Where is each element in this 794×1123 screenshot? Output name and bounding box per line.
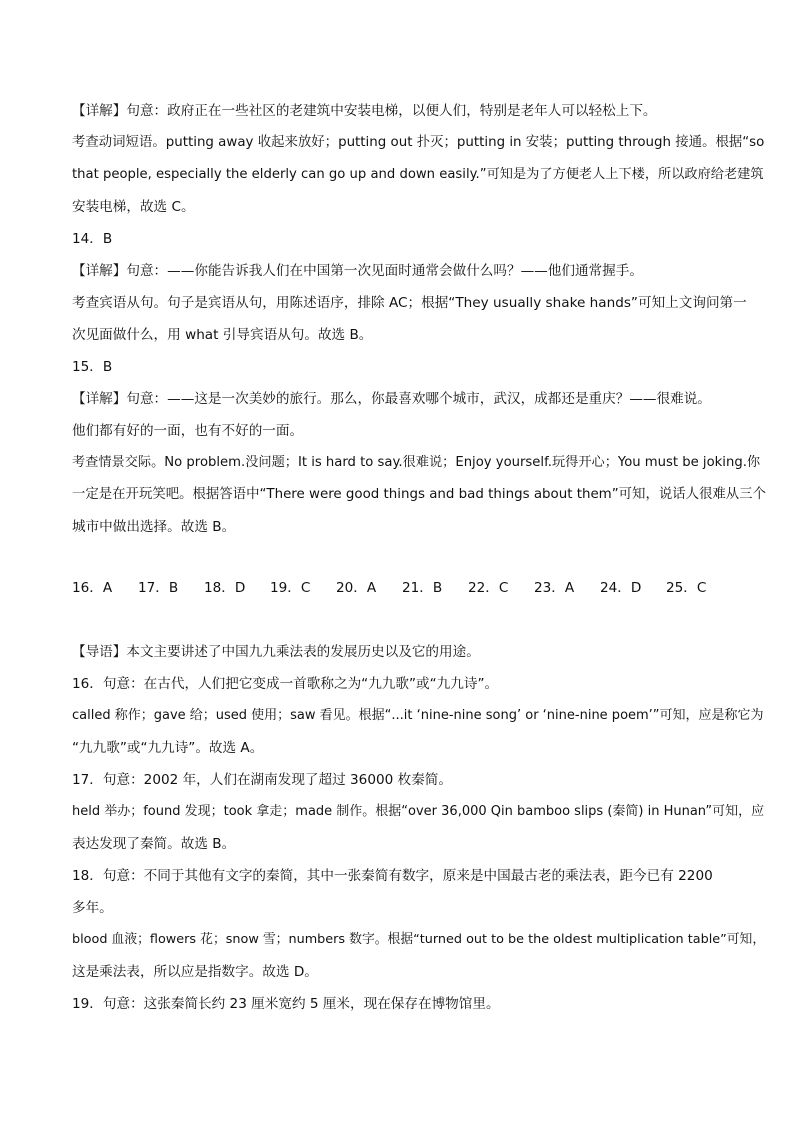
text-line: held 举办；found 发现；took 拿走；made 制作。根据“over 36,000 Qin bamboo slips (秦简) in Hunan”可知，应 [72,804,765,819]
text-line: 18．句意：不同于其他有文字的秦简，其中一张秦简有数字，原来是中国最古老的乘法表，距今已有 2200 [72,868,713,884]
text-line: 城市中做出选择。故选 B。 [72,519,236,535]
answer-item: 24．D [600,580,642,596]
text-line: 他们都有好的一面，也有不好的一面。 [72,423,304,439]
text-line: that people, especially the elderly can go up and down easily.”可知是为了方便老人上下楼，所以政府给老建筑 [72,167,764,182]
text-line: 【详解】句意：政府正在一些社区的老建筑中安装电梯，以便人们，特别是老年人可以轻松上下。 [72,103,657,119]
answer-item: 22．C [468,580,509,596]
question-number: 15．B [72,359,113,375]
text-line: 表达发现了秦简。故选 B。 [72,836,236,852]
answer-item: 18．D [204,580,246,596]
answer-item: 25．C [666,580,707,596]
answer-row [72,578,706,598]
text-line: 这是乘法表，所以应是指数字。故选 D。 [72,964,318,980]
answer-item: 23．A [534,580,575,596]
text-line: 多年。 [72,900,113,916]
text-line: 次见面做什么，用 what 引导宾语从句。故选 B。 [72,327,373,343]
text-line: 【详解】句意：——这是一次美妙的旅行。那么，你最喜欢哪个城市，武汉，成都还是重庆？——很难说。 [72,391,711,407]
text-line: 考查宾语从句。句子是宾语从句，用陈述语序，排除 AC；根据“They usually shake hands”可知上文询问第一 [72,295,747,311]
text-line: 考查情景交际。No problem.没问题；It is hard to say.很难说；Enjoy yourself.玩得开心；You must be joking.你 [72,455,761,470]
text-line: called 称作；gave 给；used 使用；saw 看见。根据“...it ‘nine-nine song’ or ‘nine-nine poem’”可知，应是称它为 [72,708,764,723]
text-line: 【详解】句意：——你能告诉我人们在中国第一次见面时通常会做什么吗？——他们通常握手。 [72,263,643,279]
text-line: blood 血液；flowers 花；snow 雪；numbers 数字。根据“turned out to be the oldest multiplication table”可知， [72,932,766,947]
text-line: 安装电梯，故选 C。 [72,199,195,215]
text-line: 考查动词短语。putting away 收起来放好；putting out 扑灭；putting in 安装；putting through 接通。根据“so [72,135,765,150]
text-line: 19．句意：这张秦简长约 23 厘米宽约 5 厘米，现在保存在博物馆里。 [72,996,500,1012]
text-line: 【导语】本文主要讲述了中国九九乘法表的发展历史以及它的用途。 [72,644,480,660]
question-number: 14．B [72,231,113,247]
answer-item: 20．A [336,580,377,596]
answer-item: 17．B [138,580,179,596]
answer-item: 21．B [402,580,443,596]
answer-item: 16．A [72,580,113,596]
answer-item: 19．C [270,580,311,596]
text-line: 16．句意：在古代，人们把它变成一首歌称之为“九九歌”或“九九诗”。 [72,676,499,692]
text-line: 一定是在开玩笑吧。根据答语中“There were good things and bad things about them”可知，说话人很难从三个 [72,487,766,502]
text-line: 17．句意：2002 年，人们在湖南发现了超过 36000 枚秦简。 [72,772,452,788]
text-line: “九九歌”或“九九诗”。故选 A。 [72,740,264,756]
